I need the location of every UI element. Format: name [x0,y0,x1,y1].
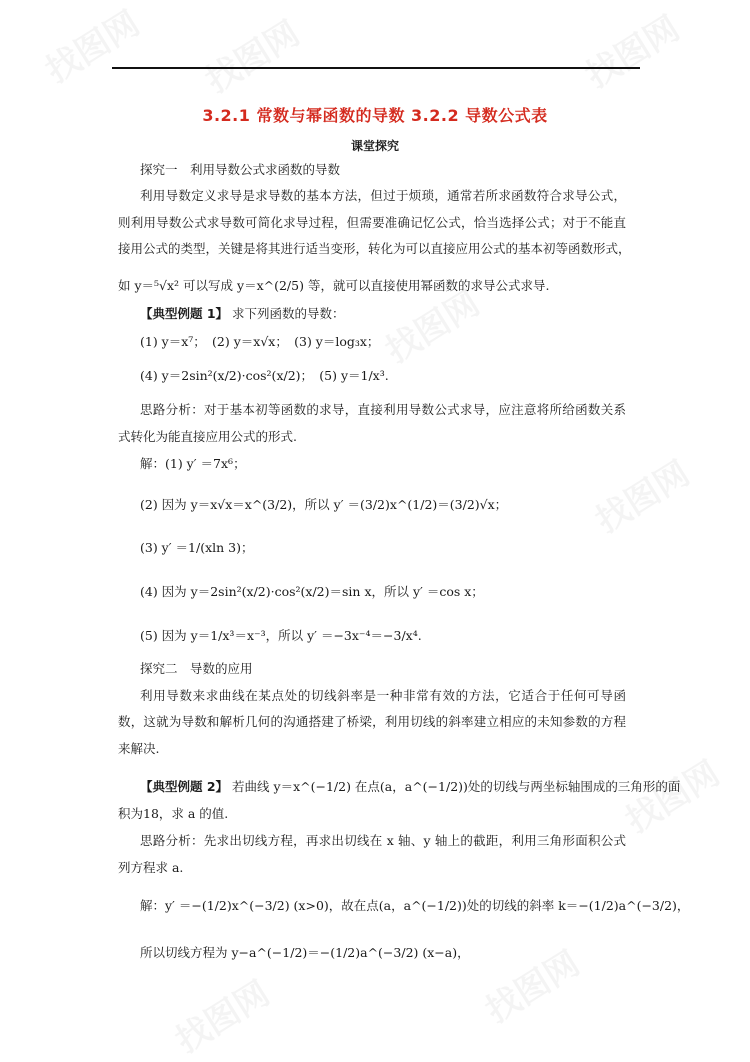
example1-item-row: (4) y＝2sin²(x/2)·cos²(x/2)； (5) y＝1/x³. [140,368,389,383]
example1-item-row: (1) y＝x⁷； (2) y＝x√x； (3) y＝log₃x； [140,334,380,349]
paragraph-line: 数，这就为导数和解析几何的沟通搭建了桥梁，利用切线的斜率建立相应的未知参数的方程 [118,714,626,729]
paragraph-line: 接用公式的类型，关键是将其进行适当变形，转化为可以直接应用公式的基本初等函数形式， [118,241,631,256]
watermark [165,967,277,1062]
paragraph-line: 利用导数定义求导是求导数的基本方法，但过于烦琐，通常若所求函数符合求导公式， [140,188,626,203]
watermark [575,2,687,98]
solution-line: 解：(1) y′ ＝7x⁶； [140,456,246,471]
watermark [585,447,697,543]
paragraph-line: 来解决. [118,741,160,756]
example1-prompt: 求下列函数的导数： [232,306,345,321]
watermark [475,937,587,1033]
section-heading: 课堂探究 [350,139,399,153]
analysis-line: 思路分析：对于基本初等函数的求导，直接利用导数公式求导，应注意将所给函数关系 [140,402,626,417]
example2-label: 【典型例题 2】 [140,779,229,794]
solution-line: (3) y′ ＝1/(xln 3)； [140,540,254,555]
analysis-line: 思路分析：先求出切线方程，再求出切线在 x 轴、y 轴上的截距，利用三角形面积公式 [140,833,626,848]
example2-header [140,779,680,795]
paragraph-line: 则利用导数公式求导数可简化求导过程，但需要准确记忆公式，恰当选择公式；对于不能直 [118,215,626,230]
solution-line: (4) 因为 y＝2sin²(x/2)·cos²(x/2)＝sin x，所以 y′ ＝cos x； [140,584,484,599]
paragraph-line: 利用导数来求曲线在某点处的切线斜率是一种非常有效的方法，它适合于任何可导函 [140,688,626,703]
solution-line: (5) 因为 y＝1/x³＝x⁻³，所以 y′ ＝−3x⁻⁴＝−3/x⁴. [140,628,422,643]
inquiry2-heading: 探究二 导数的应用 [140,661,253,676]
watermark [195,7,307,103]
analysis-line: 列方程求 a. [118,860,184,875]
example2-prompt-line: 积为18，求 a 的值. [118,806,229,821]
inquiry1-heading: 探究一 利用导数公式求函数的导数 [140,162,341,177]
watermark [35,0,147,92]
solution-line: 解：y′ ＝−(1/2)x^(−3/2) (x>0)，故在点(a，a^(−1/2))处的切线的斜率 k＝−(1/2)a^(−3/2)， [140,898,690,913]
example1-label: 【典型例题 1】 [140,306,229,321]
solution-line: (2) 因为 y＝x√x＝x^(3/2)，所以 y′ ＝(3/2)x^(1/2)＝(3/2)√x； [140,497,508,512]
analysis-line: 式转化为能直接应用公式的形式. [118,429,297,444]
example2-prompt: 若曲线 y＝x^(−1/2) 在点(a，a^(−1/2))处的切线与两坐标轴围成的三角形的面 [232,779,681,794]
solution-line: 所以切线方程为 y−a^(−1/2)＝−(1/2)a^(−3/2) (x−a)， [140,945,470,960]
paragraph-line: 如 y＝⁵√x² 可以写成 y＝x^(2/5) 等，就可以直接使用幂函数的求导公式求导. [118,278,550,293]
example1-header [140,306,345,322]
document-title: 3.2.1 常数与幂函数的导数 3.2.2 导数公式表 [202,106,548,125]
header-rule [112,67,640,69]
